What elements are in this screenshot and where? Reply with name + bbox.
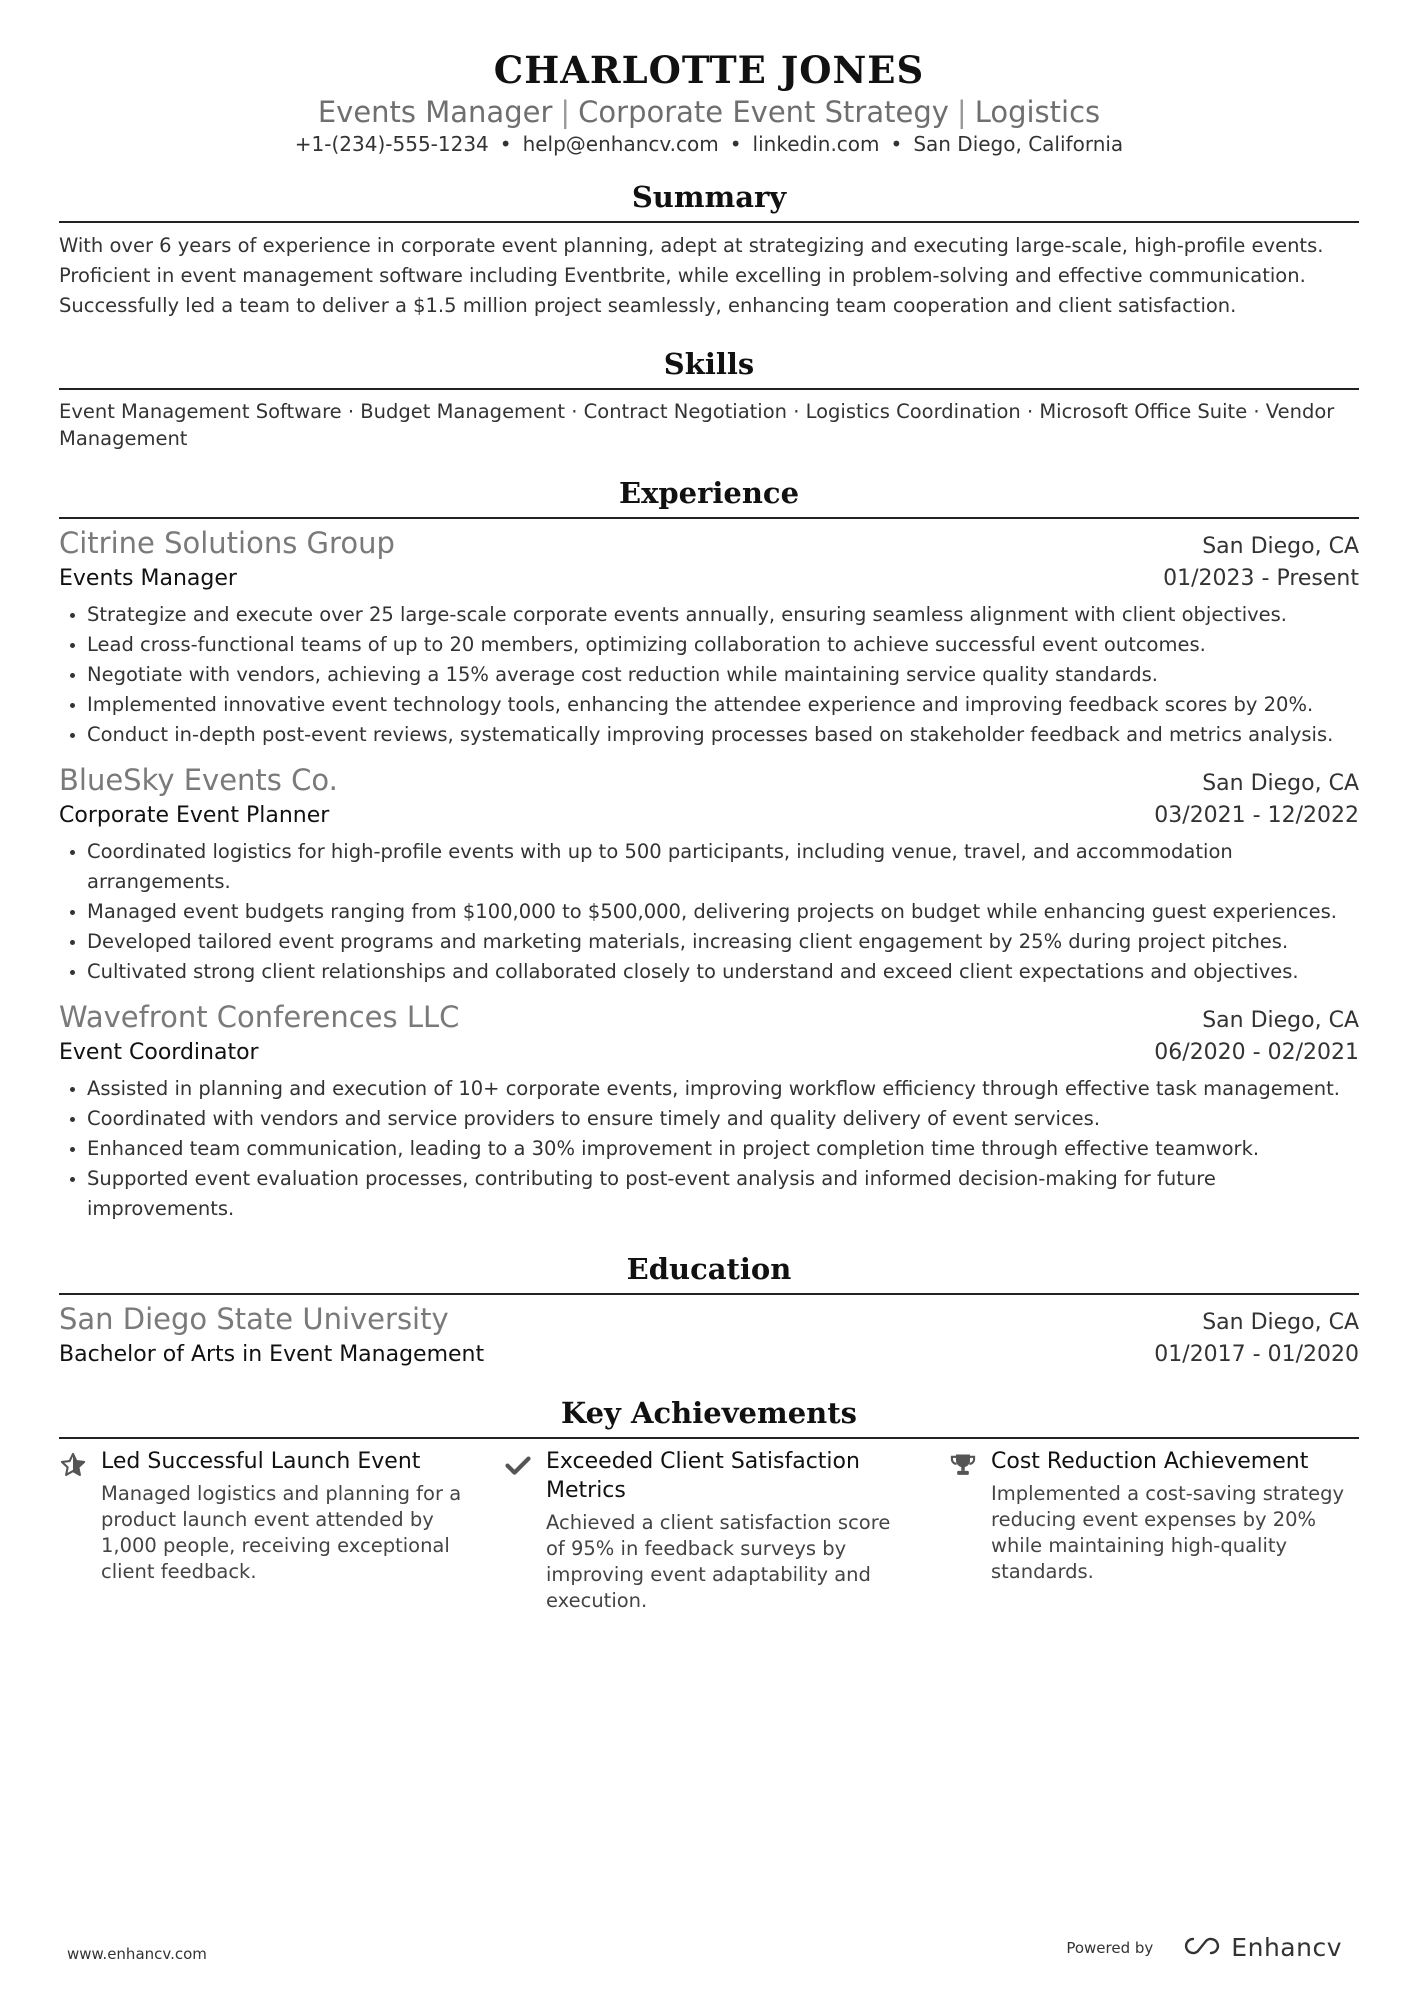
section-divider bbox=[59, 388, 1359, 390]
job-entry bbox=[59, 997, 1359, 1224]
job-bullet: • Negotiate with vendors, achieving a 15% average cost reduction while maintaining service quality standards. bbox=[87, 660, 1359, 690]
checkmark-icon bbox=[504, 1447, 546, 1614]
job-role: Events Manager bbox=[59, 566, 237, 591]
section-divider bbox=[59, 221, 1359, 223]
achievement-description: Achieved a client satisfaction score of 95% in feedback surveys by improving event adaptability and execution. bbox=[546, 1511, 891, 1612]
education-dates: 01/2017 - 01/2020 bbox=[1154, 1342, 1359, 1367]
job-location: San Diego, CA bbox=[1202, 534, 1359, 559]
star-icon bbox=[59, 1447, 101, 1614]
section-heading: Summary bbox=[631, 180, 787, 214]
section-heading: Skills bbox=[663, 347, 755, 381]
title-part: Corporate Event Strategy bbox=[578, 95, 949, 129]
section-heading: Key Achievements bbox=[561, 1396, 857, 1430]
contact-separator: • bbox=[729, 132, 742, 156]
summary-section bbox=[59, 178, 1359, 321]
achievement-item bbox=[59, 1447, 469, 1614]
job-role: Event Coordinator bbox=[59, 1040, 259, 1065]
school-location: San Diego, CA bbox=[1202, 1310, 1359, 1335]
footer-website[interactable]: www.enhancv.com bbox=[67, 1945, 207, 1963]
skills-list: Event Management Software · Budget Management · Contract Negotiation · Logistics Coordination · Microsoft Office Suite · Vendor Management bbox=[59, 400, 1335, 450]
summary-text: With over 6 years of experience in corporate event planning, adept at strategizing and executing large-scale, high-profile events. Proficient in event management software including Eventbrite, while excelling in problem-solving and effective communication. Successfully led a team to deliver a $1.5 million project seamlessly, enhancing team cooperation and client satisfaction. bbox=[59, 234, 1324, 317]
job-dates: 03/2021 - 12/2022 bbox=[1154, 803, 1359, 828]
section-divider bbox=[59, 1293, 1359, 1295]
job-bullet: • Lead cross-functional teams of up to 20 members, optimizing collaboration to achieve successful event outcomes. bbox=[87, 630, 1359, 660]
achievement-item bbox=[504, 1447, 914, 1614]
job-bullet: • Enhanced team communication, leading to a 30% improvement in project completion time through effective teamwork. bbox=[87, 1134, 1359, 1164]
contact-phone: +1-(234)-555-1234 bbox=[294, 132, 489, 156]
job-bullet: • Implemented innovative event technology tools, enhancing the attendee experience and improving feedback scores by 20%. bbox=[87, 690, 1359, 720]
contact-linkedin[interactable]: linkedin.com bbox=[752, 132, 880, 156]
job-role: Corporate Event Planner bbox=[59, 803, 330, 828]
contact-location: San Diego, California bbox=[913, 132, 1124, 156]
job-bullet: • Managed event budgets ranging from $100,000 to $500,000, delivering projects on budget while enhancing guest experiences. bbox=[87, 897, 1359, 927]
job-bullet: • Supported event evaluation processes, contributing to post-event analysis and informed decision-making for future improvements. bbox=[87, 1164, 1359, 1224]
job-bullets bbox=[59, 837, 1359, 987]
enhancv-logo-text[interactable]: Enhancv bbox=[1231, 1933, 1342, 1962]
job-bullets bbox=[59, 1074, 1359, 1224]
title-part: Events Manager bbox=[317, 95, 553, 129]
job-bullet: • Coordinated logistics for high-profile events with up to 500 participants, including venue, travel, and accommodation arrangements. bbox=[87, 837, 1359, 897]
job-location: San Diego, CA bbox=[1202, 771, 1359, 796]
company-name: Wavefront Conferences LLC bbox=[59, 1000, 460, 1034]
contact-separator: • bbox=[890, 132, 903, 156]
job-dates: 01/2023 - Present bbox=[1163, 566, 1359, 591]
achievement-title: Cost Reduction Achievement bbox=[991, 1449, 1309, 1474]
company-name: Citrine Solutions Group bbox=[59, 526, 395, 560]
job-bullet: • Strategize and execute over 25 large-scale corporate events annually, ensuring seamless alignment with client objectives. bbox=[87, 600, 1359, 630]
job-bullet: • Conduct in-depth post-event reviews, systematically improving processes based on stakeholder feedback and metrics analysis. bbox=[87, 720, 1359, 750]
resume-header bbox=[59, 0, 1359, 158]
achievements-section bbox=[59, 1394, 1359, 1614]
achievement-description: Implemented a cost-saving strategy reducing event expenses by 20% while maintaining high-quality standards. bbox=[991, 1482, 1345, 1583]
experience-section bbox=[59, 474, 1359, 1224]
job-bullet: • Assisted in planning and execution of 10+ corporate events, improving workflow efficiency through effective task management. bbox=[87, 1074, 1359, 1104]
resume-page bbox=[59, 0, 1359, 1614]
section-heading: Experience bbox=[618, 476, 800, 510]
job-bullet: • Coordinated with vendors and service providers to ensure timely and quality delivery of event services. bbox=[87, 1104, 1359, 1134]
footer-branding bbox=[1066, 1933, 1342, 1962]
powered-by-label: Powered by bbox=[1066, 1938, 1154, 1957]
contact-line bbox=[59, 130, 1359, 158]
company-name: BlueSky Events Co. bbox=[59, 763, 338, 797]
trophy-icon bbox=[949, 1447, 991, 1614]
section-divider bbox=[59, 1437, 1359, 1439]
degree: Bachelor of Arts in Event Management bbox=[59, 1342, 485, 1367]
contact-email[interactable]: help@enhancv.com bbox=[522, 132, 719, 156]
enhancv-logo-icon bbox=[1179, 1934, 1223, 1962]
achievement-title: Exceeded Client Satisfaction Metrics bbox=[546, 1449, 860, 1503]
job-bullets bbox=[59, 600, 1359, 750]
achievement-item bbox=[949, 1447, 1359, 1614]
contact-separator: • bbox=[499, 132, 512, 156]
job-entry bbox=[59, 523, 1359, 750]
job-entry bbox=[59, 760, 1359, 987]
job-bullet: • Developed tailored event programs and marketing materials, increasing client engagement by 25% during project pitches. bbox=[87, 927, 1359, 957]
achievement-title: Led Successful Launch Event bbox=[101, 1449, 421, 1474]
job-dates: 06/2020 - 02/2021 bbox=[1154, 1040, 1359, 1065]
job-location: San Diego, CA bbox=[1202, 1008, 1359, 1033]
achievement-description: Managed logistics and planning for a product launch event attended by 1,000 people, receiving exceptional client feedback. bbox=[101, 1482, 462, 1583]
job-bullet: • Cultivated strong client relationships and collaborated closely to understand and exceed client expectations and objectives. bbox=[87, 957, 1359, 987]
school-name: San Diego State University bbox=[59, 1302, 449, 1336]
title-part: Logistics bbox=[974, 95, 1101, 129]
title-separator: | bbox=[560, 95, 571, 129]
candidate-title bbox=[59, 92, 1359, 132]
education-section bbox=[59, 1250, 1359, 1372]
skills-section bbox=[59, 345, 1359, 452]
candidate-name: CHARLOTTE JONES bbox=[493, 48, 925, 92]
title-separator: | bbox=[956, 95, 967, 129]
education-entry bbox=[59, 1299, 1359, 1372]
section-heading: Education bbox=[626, 1252, 792, 1286]
section-divider bbox=[59, 517, 1359, 519]
